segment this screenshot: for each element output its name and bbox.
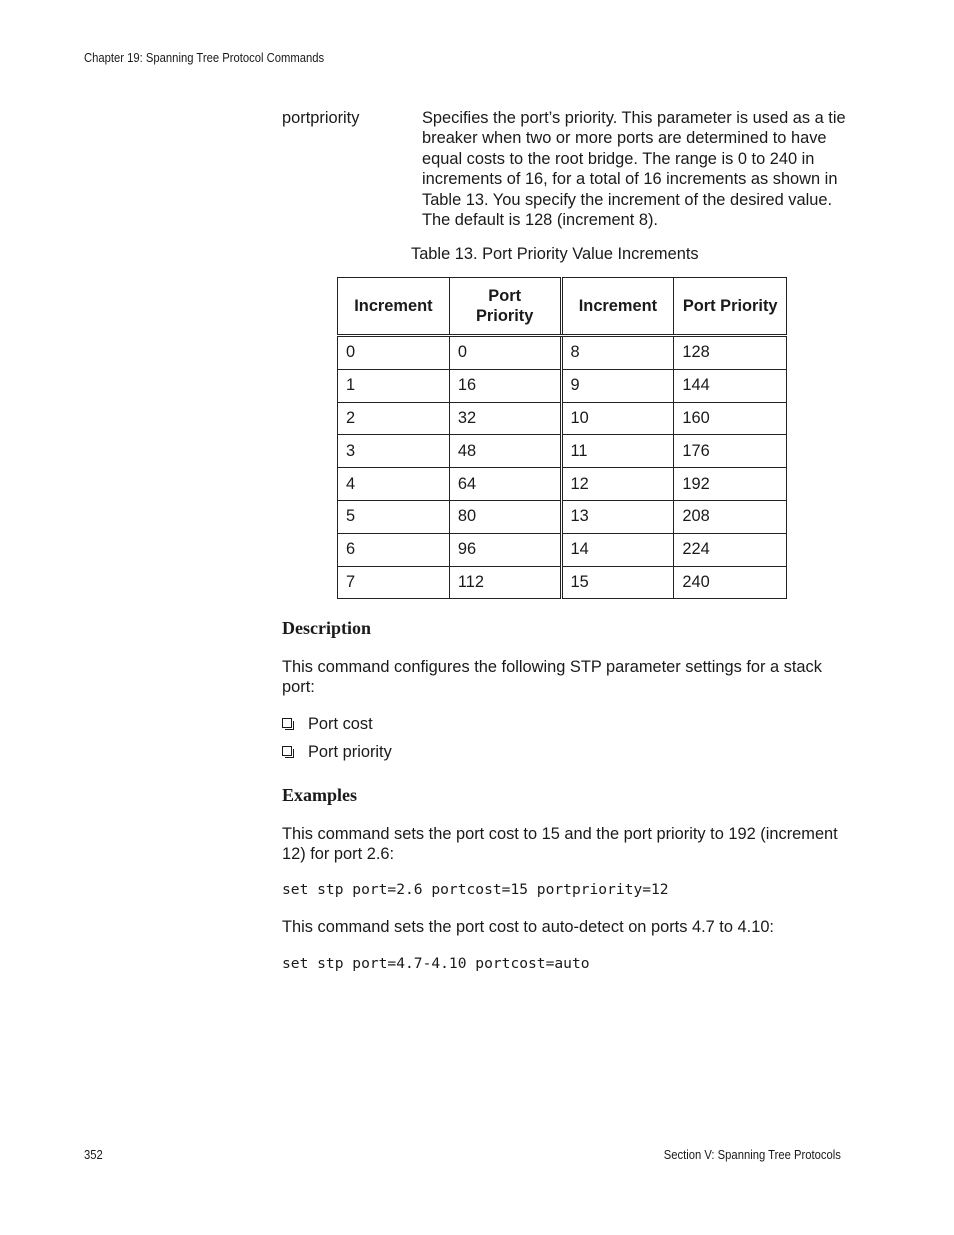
table-cell: 240 (674, 566, 787, 599)
code-example: set stp port=4.7-4.10 portcost=auto (282, 955, 590, 972)
parameter-name: portpriority (282, 109, 360, 127)
table-cell: 160 (674, 402, 787, 435)
table-cell: 0 (338, 336, 450, 370)
code-example: set stp port=2.6 portcost=15 portpriority=12 (282, 881, 669, 898)
example-text: This command sets the port cost to 15 and the port priority to 192 (increment 12) for port 2.6: (282, 825, 838, 864)
table-cell: 48 (449, 435, 561, 468)
table-cell: 144 (674, 369, 787, 402)
table-cell: 32 (449, 402, 561, 435)
description-heading: Description (282, 618, 371, 638)
table-cell: 96 (449, 533, 561, 566)
table-cell: 11 (561, 435, 674, 468)
bullet-item (282, 715, 373, 734)
table-row (338, 500, 787, 533)
table-cell: 208 (674, 500, 787, 533)
running-header: Chapter 19: Spanning Tree Protocol Commands (84, 51, 325, 65)
table-row (338, 533, 787, 566)
bullet-text: Port cost (308, 715, 373, 733)
table-cell: 9 (561, 369, 674, 402)
table-cell: 14 (561, 533, 674, 566)
table-header-row (338, 278, 787, 336)
bullet-text: Port priority (308, 743, 392, 761)
table-row (338, 336, 787, 370)
bullet-item (282, 743, 392, 762)
table-cell: 176 (674, 435, 787, 468)
table-cell: 0 (449, 336, 561, 370)
table-cell: 7 (338, 566, 450, 599)
table-row (338, 435, 787, 468)
table-cell: 6 (338, 533, 450, 566)
table-cell: 8 (561, 336, 674, 370)
table-cell: 3 (338, 435, 450, 468)
running-footer: Section V: Spanning Tree Protocols (663, 1148, 841, 1162)
table-cell: 192 (674, 468, 787, 501)
table-cell: 112 (449, 566, 561, 599)
port-priority-table (337, 277, 787, 599)
table-cell: 13 (561, 500, 674, 533)
table-cell: 80 (449, 500, 561, 533)
table-cell: 12 (561, 468, 674, 501)
table-cell: 64 (449, 468, 561, 501)
table-row (338, 566, 787, 599)
table-cell: 16 (449, 369, 561, 402)
page-number: 352 (84, 1148, 103, 1162)
parameter-description: Specifies the port’s priority. This parameter is used as a tie breaker when two or more ports are determined to have equal costs to the root bridge. The range is 0 to 240 in increments of 16, for a total of 16 increments as shown in Table 13. You specify the increment of the desired value. The default is 128 (increment 8). (422, 109, 846, 230)
table-cell: 15 (561, 566, 674, 599)
table-header-cell: Port Priority (449, 278, 561, 336)
table-cell: 128 (674, 336, 787, 370)
checkbox-bullet-icon (282, 746, 292, 756)
table-caption: Table 13. Port Priority Value Increments (411, 245, 699, 263)
description-text: This command configures the following STP parameter settings for a stack port: (282, 658, 822, 697)
table-header-cell: Port Priority (674, 278, 787, 336)
table-cell: 2 (338, 402, 450, 435)
table-cell: 1 (338, 369, 450, 402)
table-header-cell: Increment (561, 278, 674, 336)
table-row (338, 402, 787, 435)
table-row (338, 468, 787, 501)
example-text: This command sets the port cost to auto-detect on ports 4.7 to 4.10: (282, 918, 774, 936)
table-header-cell: Increment (338, 278, 450, 336)
table-cell: 5 (338, 500, 450, 533)
table-row (338, 369, 787, 402)
table-cell: 224 (674, 533, 787, 566)
table-cell: 10 (561, 402, 674, 435)
examples-heading: Examples (282, 785, 358, 805)
table-cell: 4 (338, 468, 450, 501)
checkbox-bullet-icon (282, 718, 292, 728)
